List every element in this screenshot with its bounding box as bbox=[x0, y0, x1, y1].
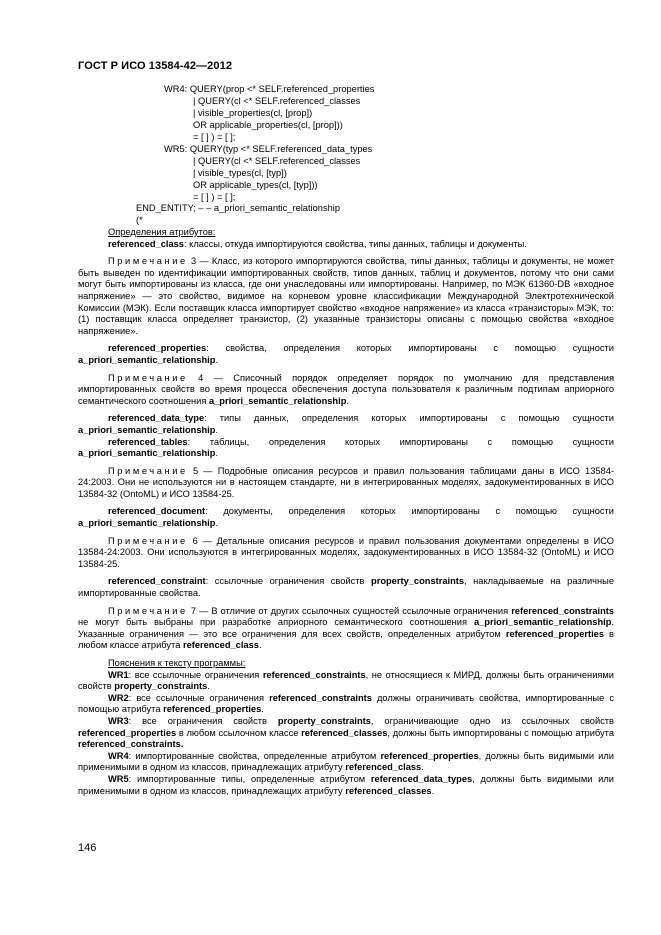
definition-referenced-constraint: referenced_constraint: ссылочные ограничения свойств property_constraints, накладываемые на различные импортированные свойства. bbox=[78, 576, 614, 599]
code-line: WR5: QUERY(typ <* SELF.referenced_data_types bbox=[164, 144, 373, 154]
code-line: | visible_types(cl, [typ]) bbox=[193, 168, 287, 178]
definition-referenced-tables: referenced_tables: таблицы, определения которых импортированы с помощью сущности a_priori_semantic_relationship. bbox=[78, 436, 614, 459]
code-line: = [ ] ) = [ ]; bbox=[193, 132, 236, 142]
rule-wr2: WR2: все ссылочные ограничения referenced_constraints должны ограничивать свойства, импортированные с помощью атрибута referenced_properties. bbox=[78, 692, 614, 715]
page-number: 146 bbox=[78, 842, 97, 854]
definition-referenced-properties: referenced_properties: свойства, определения которых импортированы с помощью сущности a_priori_semantic_relationship. bbox=[78, 343, 614, 365]
rule-wr4: WR4: импортированные свойства, определенные атрибутом referenced_properties, должны быть видимыми или применимыми в одном из классов, принадлежащих атрибуту referenced_class. bbox=[78, 750, 614, 773]
code-line: | visible_properties(cl, [prop]) bbox=[193, 108, 313, 118]
code-line: WR4: QUERY(prop <* SELF.referenced_properties bbox=[164, 84, 375, 94]
rule-wr5: WR5: импортированные типы, определенные атрибутом referenced_data_types, должны быть видимыми или применимыми в одном из классов, принадлежащих атрибуту referenced_classes. bbox=[78, 773, 614, 796]
code-line: END_ENTITY; – – a_priori_semantic_relationship bbox=[136, 203, 341, 213]
note-5: Примечание 5 — Подробные описания ресурсов и правил пользования таблицами даны в ИСО 13584-24:2003. Они не используются ни в настоящем стандарте, ни в интегрированных моделях, задокументированных в ИСО 13584-32 (OntoML) и ИСО 13584-25. bbox=[78, 465, 614, 499]
attr-heading: Определения атрибутов: bbox=[108, 227, 216, 237]
document-body bbox=[78, 227, 614, 797]
code-line: | QUERY(cl <* SELF.referenced_classes bbox=[193, 156, 361, 166]
note-3: Примечание 3 — Класс, из которого импортируются свойства, типы данных, таблицы и документы, не может быть выведен по идентификации импортированных свойств, типов данных, таблиц и документов, потому что они сами могут быть импортированы из класса, где они унаследованы или импортированы. Например, по МЭК 61360-DB «входное напряжение» — это свойство, видимое на корневом уровне классификации Международной Электротехнической Комиссии (МЭК). Если поставщик класса импортирует свойство «входное напряжение» из класса «транзисторы» МЭК, то: (1) поставщик класса определяет транзистор, (2) указанные транзисторы описаны с помощью свойства «входное напряжение». bbox=[78, 256, 615, 336]
code-line: OR applicable_types(cl, [typ])) bbox=[193, 180, 318, 190]
rule-wr3: WR3: все ограничения свойств property_constraints, ограничивающие одно из ссылочных свойств referenced_properties в любом ссылочном классе referenced_classes, должны быть импортированы с помощью атрибута referenced_constraints. bbox=[78, 715, 614, 750]
code-line: = [ ] ) = [ ]; bbox=[193, 192, 236, 202]
note-7: Примечание 7 — В отличие от других ссылочных сущностей ссылочные ограничения referenced_constraints не могут быть выбраны при разработке априорного семантического соотношения a_priori_semantic_relationship. Указанные ограничения — это все ограничения для всех свойств, определенных атрибутом referenced_properties в любом классе атрибута referenced_class. bbox=[78, 605, 615, 651]
definition-referenced-data-type: referenced_data_type: типы данных, определения которых импортированы с помощью сущности a_priori_semantic_relationship. bbox=[78, 413, 614, 435]
definition-referenced-document: referenced_document: документы, определения которых импортированы с помощью сущности a_priori_semantic_relationship. bbox=[78, 506, 614, 529]
document-header: ГОСТ Р ИСО 13584-42—2012 bbox=[78, 60, 233, 72]
note-4: Примечание 4 — Списочный порядок определяет порядок по умолчанию для представления импортированных свойств во время процесса обеспечения доступа пользователя к различным подтипам априорного семантического соотношения a_priori_semantic_relationship. bbox=[78, 372, 614, 406]
note-6: Примечание 6 — Детальные описания ресурсов и правил пользования документами определены в ИСО 13584-24:2003. Они используются в интегрированных моделях, задокументированных в ИСО 13584-32 (OntoML) и ИСО 13584-25. bbox=[78, 535, 614, 569]
code-line: OR applicable_properties(cl, [prop])) bbox=[193, 120, 343, 130]
definition-referenced-class: referenced_class: классы, откуда импортируются свойства, типы данных, таблицы и документы. bbox=[108, 238, 527, 249]
program-notes-heading: Пояснения к тексту программы: bbox=[108, 658, 246, 668]
rule-wr1: WR1: все ссылочные ограничения referenced_constraints, не относящиеся к МИРД, должны быть ограничениями свойств property_constraints. bbox=[78, 669, 615, 692]
code-line: (* bbox=[136, 215, 143, 225]
code-line: | QUERY(cl <* SELF.referenced_classes bbox=[193, 96, 361, 106]
